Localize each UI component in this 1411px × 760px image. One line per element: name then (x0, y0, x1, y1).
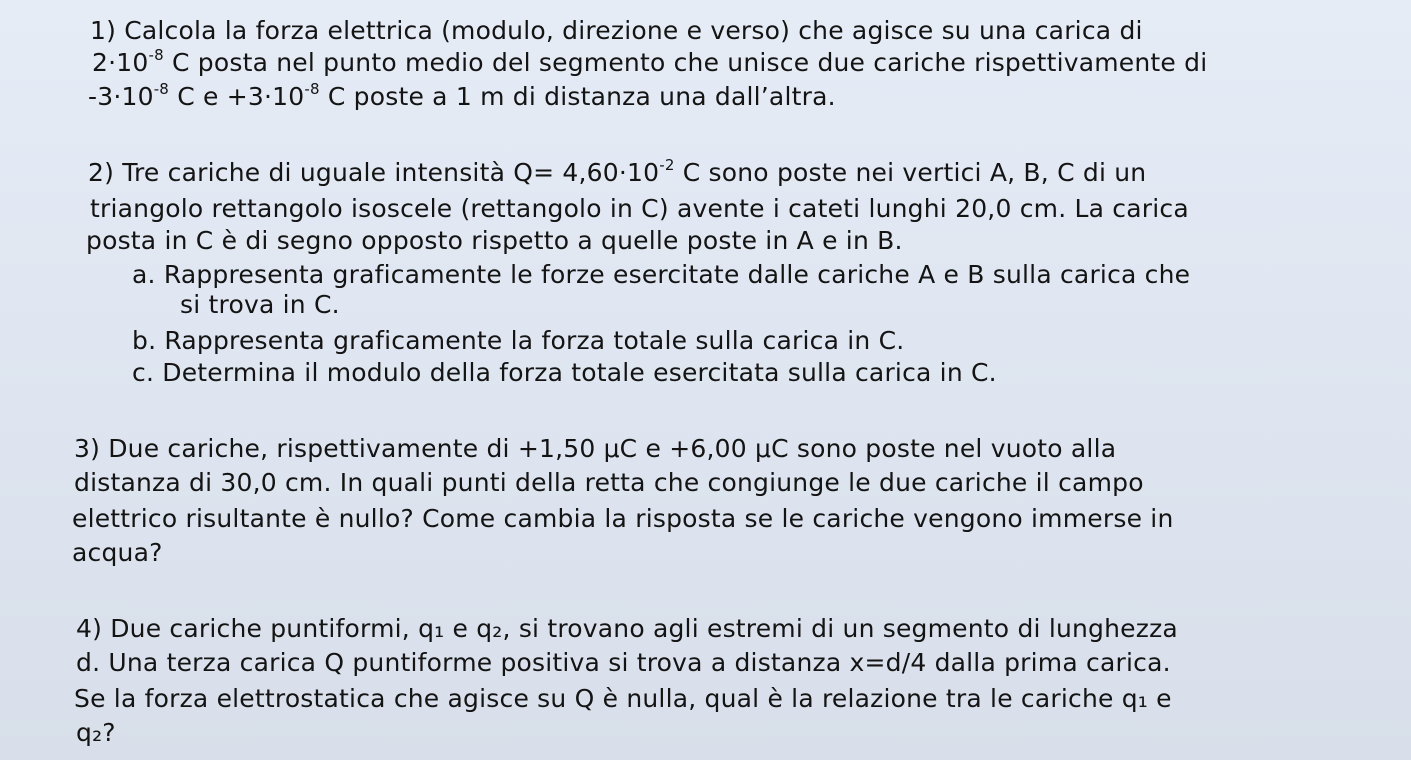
text-segment: Se la forza elettrostatica che agisce su Q è nulla, qual è la relazione tra le cariche q₁ e (74, 684, 1172, 713)
text-segment: a. Rappresenta graficamente le forze esercitate dalle cariche A e B sulla carica che (132, 260, 1191, 289)
exponent: -2 (659, 155, 675, 174)
exercise-2-item-c (132, 358, 997, 388)
exercise-2-item-a-line-2 (180, 290, 340, 320)
text-segment: q₂? (76, 718, 116, 747)
exercise-1-line-2 (92, 45, 1208, 78)
text-segment: -3·10 (88, 82, 154, 111)
exercise-2-line-1 (88, 155, 1147, 188)
exercise-1-line-1 (90, 16, 1143, 46)
text-segment: 4) Due cariche puntiformi, q₁ e q₂, si trovano agli estremi di un segmento di lunghezza (76, 614, 1178, 643)
exponent: -8 (153, 79, 170, 98)
text-segment: C sono poste nei vertici A, B, C di un (674, 158, 1147, 187)
text-segment: 2) Tre cariche di uguale intensità Q= 4,60·10 (88, 158, 660, 187)
text-segment: c. Determina il modulo della forza totale esercitata sulla carica in C. (132, 358, 997, 387)
text-segment: si trova in C. (180, 290, 340, 319)
text-segment: posta in C è di segno opposto rispetto a quelle poste in A e in B. (86, 226, 903, 255)
text-segment: 2·10 (92, 48, 149, 77)
text-segment: 1) Calcola la forza elettrica (modulo, direzione e verso) che agisce su una carica di (90, 16, 1143, 45)
exercise-2-item-b (132, 326, 904, 356)
exercise-2-item-a-line-1 (132, 260, 1190, 290)
text-segment: acqua? (72, 538, 163, 567)
exercise-2-line-2 (90, 194, 1189, 224)
exponent: -8 (304, 79, 320, 98)
exponent: -8 (148, 45, 164, 64)
text-segment: C e +3·10 (169, 82, 305, 111)
text-segment: triangolo rettangolo isoscele (rettangolo in C) avente i cateti lunghi 20,0 cm. La carica (90, 194, 1189, 223)
exercise-3-line-4 (72, 538, 163, 568)
text-segment: b. Rappresenta graficamente la forza totale sulla carica in C. (132, 326, 905, 355)
exercise-4-line-2 (76, 648, 1171, 678)
exercise-3-line-2 (74, 468, 1144, 498)
exercise-3-line-1 (74, 434, 1116, 464)
exercise-4-line-1 (76, 614, 1178, 644)
text-segment: C posta nel punto medio del segmento che unisce due cariche rispettivamente di (163, 48, 1208, 77)
text-segment: 3) Due cariche, rispettivamente di +1,50 μC e +6,00 μC sono poste nel vuoto alla (74, 434, 1117, 463)
text-segment: d. Una terza carica Q puntiforme positiva si trova a distanza x=d/4 dalla prima carica. (76, 648, 1171, 677)
text-segment: distanza di 30,0 cm. In quali punti della retta che congiunge le due cariche il campo (74, 468, 1144, 497)
exercise-4-line-4 (76, 718, 116, 748)
exercise-1-line-3 (88, 79, 836, 112)
exercise-4-line-3 (74, 684, 1172, 714)
exercise-2-line-3 (86, 226, 903, 256)
text-segment: elettrico risultante è nullo? Come cambia la risposta se le cariche vengono immerse in (72, 504, 1174, 533)
exercise-3-line-3 (72, 504, 1174, 534)
text-segment: C poste a 1 m di distanza una dall’altra. (319, 82, 836, 111)
